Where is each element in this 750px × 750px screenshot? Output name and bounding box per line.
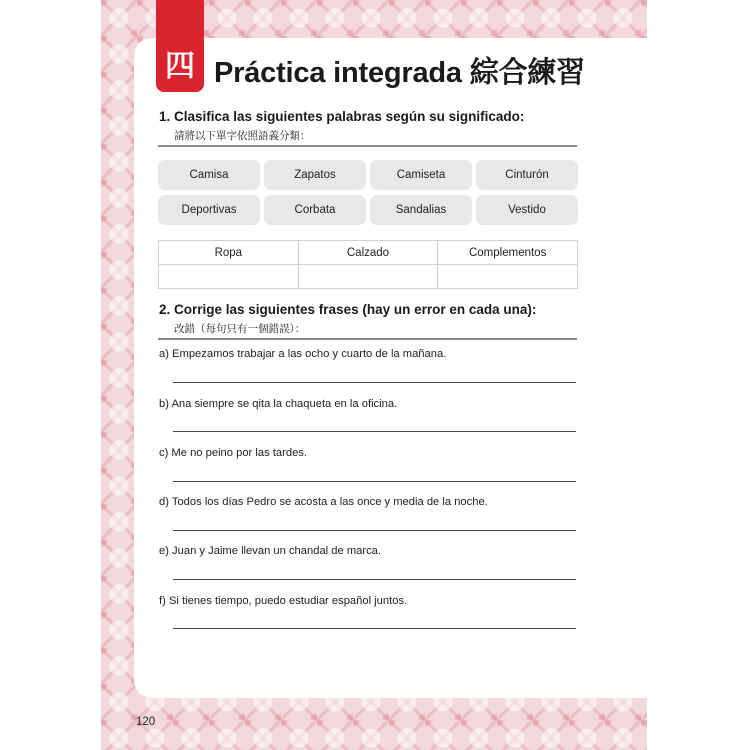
answer-cell[interactable] xyxy=(298,265,438,289)
page-number: 120 xyxy=(136,716,156,728)
section-number: 四 xyxy=(165,49,195,84)
word-bank xyxy=(158,160,578,225)
word-chip: Cinturón xyxy=(476,160,578,190)
answer-line-c[interactable] xyxy=(173,481,576,482)
column-header-complementos: Complementos xyxy=(438,241,578,265)
word-chip: Sandalias xyxy=(370,195,472,225)
word-chip: Camiseta xyxy=(370,160,472,190)
table-header-row xyxy=(159,241,578,265)
sentence-e: e) Juan y Jaime llevan un chandal de marca. xyxy=(159,545,382,557)
sentence-d: d) Todos los días Pedro se acosta a las once y media de la noche. xyxy=(159,496,488,508)
answer-cell[interactable] xyxy=(438,265,578,289)
question-1-subtitle: 請將以下單字依照語義分類： xyxy=(174,130,311,142)
sentence-c: c) Me no peino por las tardes. xyxy=(159,447,307,459)
classification-table xyxy=(158,240,578,289)
sentence-f: f) Si tienes tiempo, puedo estudiar español juntos. xyxy=(159,595,408,607)
question-2-divider xyxy=(158,338,577,340)
question-2-title: 2. Corrige las siguientes frases (hay un error en cada una): xyxy=(159,302,537,317)
word-chip: Zapatos xyxy=(264,160,366,190)
answer-line-e[interactable] xyxy=(173,579,576,580)
answer-cell[interactable] xyxy=(159,265,299,289)
answer-line-d[interactable] xyxy=(173,530,576,531)
question-1-title: 1. Clasifica las siguientes palabras según su significado: xyxy=(159,109,525,124)
question-1-divider xyxy=(158,145,577,147)
sentence-b: b) Ana siempre se qita la chaqueta en la oficina. xyxy=(159,398,398,410)
word-chip: Vestido xyxy=(476,195,578,225)
table-answer-row xyxy=(159,265,578,289)
answer-line-a[interactable] xyxy=(173,382,576,383)
word-chip: Corbata xyxy=(264,195,366,225)
word-chip: Deportivas xyxy=(158,195,260,225)
sentence-a: a) Empezamos trabajar a las ocho y cuarto de la mañana. xyxy=(159,348,447,360)
column-header-calzado: Calzado xyxy=(298,241,438,265)
answer-line-b[interactable] xyxy=(173,431,576,432)
word-chip: Camisa xyxy=(158,160,260,190)
column-header-ropa: Ropa xyxy=(159,241,299,265)
answer-line-f[interactable] xyxy=(173,628,576,629)
page-title: Práctica integrada 綜合練習 xyxy=(214,57,585,89)
section-tab xyxy=(156,0,204,92)
question-2-subtitle: 改錯（每句只有一個錯誤）： xyxy=(174,323,306,335)
